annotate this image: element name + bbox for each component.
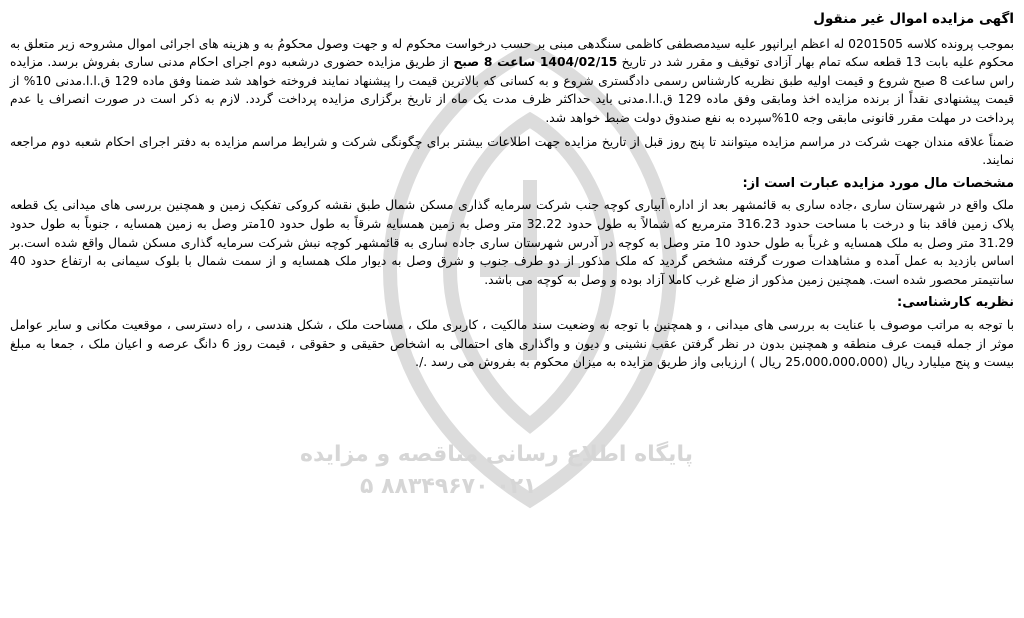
opinion-heading: نظریه کارشناسی:	[897, 295, 1014, 311]
notice-paragraph-1	[10, 35, 1014, 128]
notice-title: اگهی مزایده اموال غیر منقول	[813, 11, 1014, 27]
auction-terms: از طریق مزایده حضوری درشعبه دوم اجرای احکام مدنی ساری بفروش برسد. مزایده راس ساعت 8 صبح شروع و قیمت اولیه طبق نظریه کارشناس رسمی دادگستری شروع و به کسانی که بالاترین قیمت را پیشنهاد نمایند فروخته خواهد شد ضمنا وفق ماده 129 ق.ا.ا.مدنی 10% از قیمت پیشنهادی نقداً از برنده مزایده اخذ ومابقی وفق ماده 129 ق.ا.ا.مدنی باید حداکثر ظرف مدت یک ماه از تاریخ برگزاری مزایده پرداخت گردد. لازم به ذکر است در صورت انصراف یا عدم پرداخت در مهلت مقرر قانونی مابقی وجه 10%سپرده به نفع صندوق دولت ضبط خواهد شد.	[10, 55, 1015, 125]
opinion-text: با توجه به مراتب موصوف با عنایت به بررسی های میدانی ، و همچنین با توجه به وضعیت سند مالکیت ، کاربری ملک ، مساحت ملک ، شکل هندسی ، راه دسترسی ، موقعیت مکانی و سایر عوامل موثر از جمله قیمت عرف منطقه و همچنین بدون در نظر گرفتن عقب نشینی و دیون و واگذاری های احتمالی به اشخاص حقیقی و حقوقی ، قیمت روز 6 دانگ عرصه و اعیان ملک ، جمعا به مبلغ بیست و پنج میلیارد ریال (25،000،000،000 ریال ) ارزیابی واز طریق مزایده به میزان محکوم به بفروش می رسد ./.	[10, 317, 1014, 370]
specs-heading: مشخصات مال مورد مزایده عبارت است از:	[742, 175, 1014, 191]
specs-text: ملک واقع در شهرستان ساری ،جاده ساری به قائمشهر بعد از اداره آبیاری کوچه جنب شرکت سرمایه گذاری مسکن شمال طبق نقشه کروکی تفکیک زمین و همچنین بررسی های میدانی یک قطعه پلاک زمین فاقد بنا و درخت با مساحت حدود 316.23 مترمربع که شمالاً به طول حدود 32.22 متر وصل به زمین همسایه شرقاً به طول حدود 10متر وصل به زمین همسایه ، جنوباً به طول حدود 31.29 متر وصل به ملک همسایه و غرباً به طول حدود 10 متر وصل به کوچه در آدرس شهرستان ساری جاده ساری به قائمشهر کوچه نبش شرکت سرمایه گذاری مسکن شمال واقع شده است.بر اساس بازدید به عمل آمده و مشاهدات صورت گرفته مشخص گردید که ملک مذکور از دو طرف جنوب و شرق وصل به دیوار ملک همسایه و از سمت شمال با بلوک سیمانی به ارتفاع حدود 40 سانتیمتر محصور شده است. همچنین زمین مذکور از ضلع غرب کاملا آزاد بوده و وصل به کوچه می باشد.	[10, 198, 1014, 287]
auction-date: 1404/02/15 ساعت 8 صبح	[453, 55, 618, 70]
watermark-text: پایگاه اطلاع رسانی مناقصه و مزایده	[300, 442, 693, 467]
case-text: بموجب پرونده کلاسه 0201505 له اعظم ایرانپور علیه سیدمصطفی کاظمی سنگدهی مبنی بر حسب درخواست محکوم له و جهت وصول محکومُ به و هزینه های اجرائی اموال مشروحه زیر متعلق به محکوم علیه بابت 13 قطعه سکه تمام بهار آزادی توقیف و مقرر شد در تاریخ	[10, 36, 1014, 70]
watermark-phone: ۰۲۱ ۸۸۳۴۹۶۷۰ ۵	[360, 474, 537, 499]
notice-paragraph-2: ضمناً علاقه مندان جهت شرکت در مراسم مزایده میتوانند تا پنج روز قبل از تاریخ مزایده جهت اطلاعات بیشتر برای چگونگی شرکت و شرایط مراسم مزایده به دفتر اجرای احکام شعبه دوم مراجعه نمایند.	[10, 134, 1014, 168]
